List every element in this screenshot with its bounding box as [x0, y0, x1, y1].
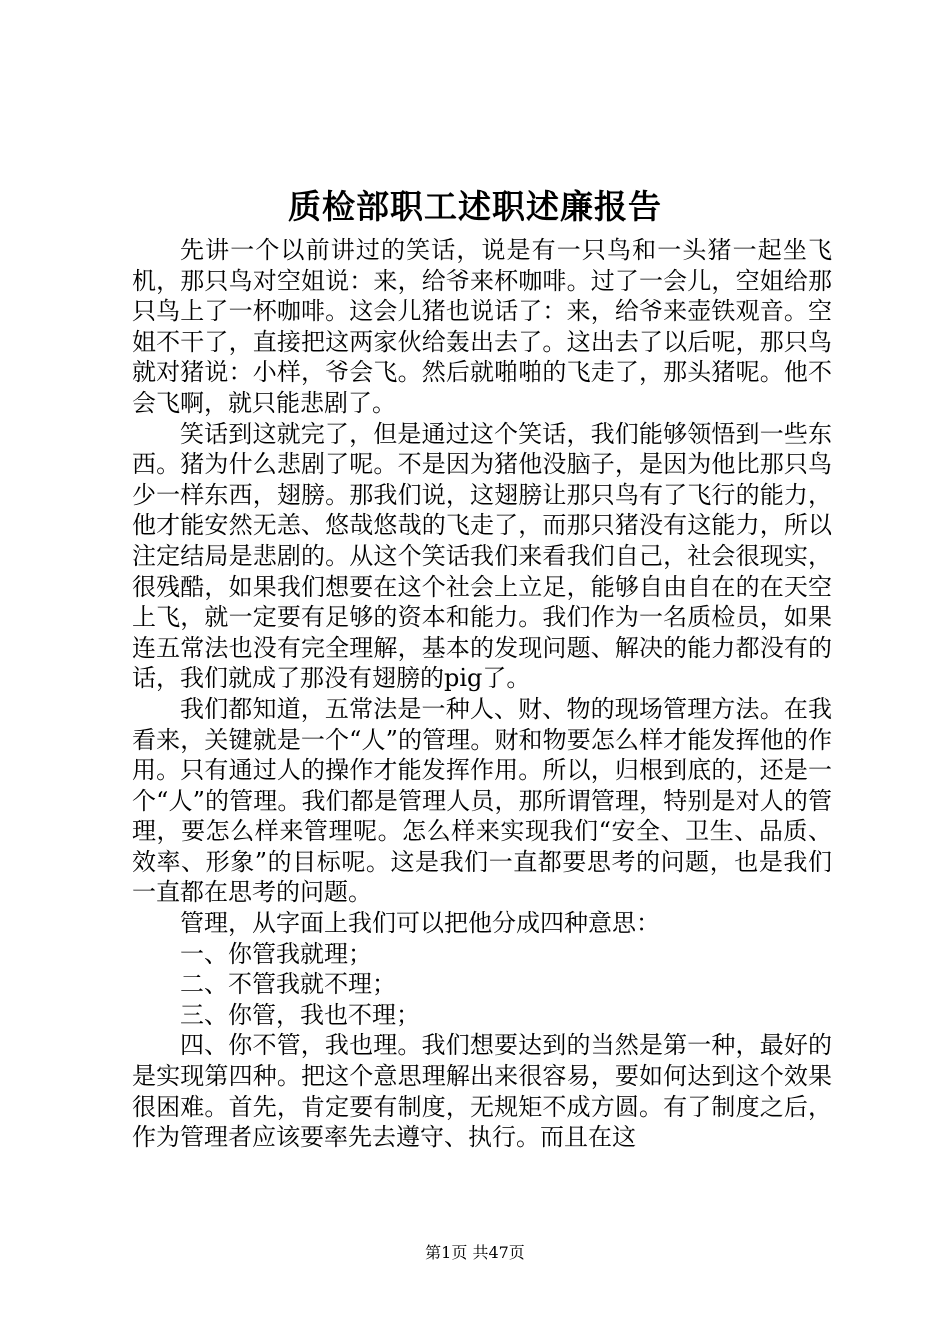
paragraph-3: 我们都知道，五常法是一种人、财、物的现场管理方法。在我看来，关键就是一个“人”的管理。财和物要怎么样才能发挥他的作用。只有通过人的操作才能发挥作用。所以，归根到底的，还是一个“人”的管理。我们都是管理人员，那所谓管理，特别是对人的管理，要怎么样来管理呢。怎么样来实现我们“安全、卫生、品质、效率、形象”的目标呢。这是我们一直都要思考的问题，也是我们一直都在思考的问题。: [132, 694, 832, 907]
paragraph-4: 管理，从字面上我们可以把他分成四种意思：: [180, 909, 660, 938]
list-item-1: 一、你管我就理；: [180, 939, 372, 968]
document-title: 质检部职工述职述廉报告: [288, 187, 662, 226]
paragraph-1: 先讲一个以前讲过的笑话，说是有一只鸟和一头猪一起坐飞机，那只鸟对空姐说：来，给爷来杯咖啡。过了一会儿，空姐给那只鸟上了一杯咖啡。这会儿猪也说话了：来，给爷来壶铁观音。空姐不干了，直接把这两家伙给轰出去了。这出去了以后呢，那只鸟就对猪说：小样，爷会飞。然后就啪啪的飞走了，那头猪呢。他不会飞啊，就只能悲剧了。: [132, 236, 832, 417]
list-item-2: 二、不管我就不理；: [180, 970, 396, 999]
list-item-4: 四、你不管，我也理。我们想要达到的当然是第一种，最好的是实现第四种。把这个意思理解出来很容易，要如何达到这个效果很困难。首先，肯定要有制度，无规矩不成方圆。有了制度之后，作为管理者应该要率先去遵守、执行。而且在这: [132, 1031, 832, 1152]
list-item-3: 三、你管，我也不理；: [180, 1000, 420, 1029]
document-body: [132, 235, 832, 1153]
paragraph-2: 笑话到这就完了，但是通过这个笑话，我们能够领悟到一些东西。猪为什么悲剧了呢。不是因为猪他没脑子，是因为他比那只鸟少一样东西，翅膀。那我们说，这翅膀让那只鸟有了飞行的能力，他才能安然无恙、悠哉悠哉的飞走了，而那只猪没有这能力，所以注定结局是悲剧的。从这个笑话我们来看我们自己，社会很现实，很残酷，如果我们想要在这个社会上立足，能够自由自在的在天空上飞，就一定要有足够的资本和能力。我们作为一名质检员，如果连五常法也没有完全理解，基本的发现问题、解决的能力都没有的话，我们就成了那没有翅膀的pig了。: [132, 419, 832, 693]
page-footer: 第1页 共47页: [425, 1243, 525, 1262]
